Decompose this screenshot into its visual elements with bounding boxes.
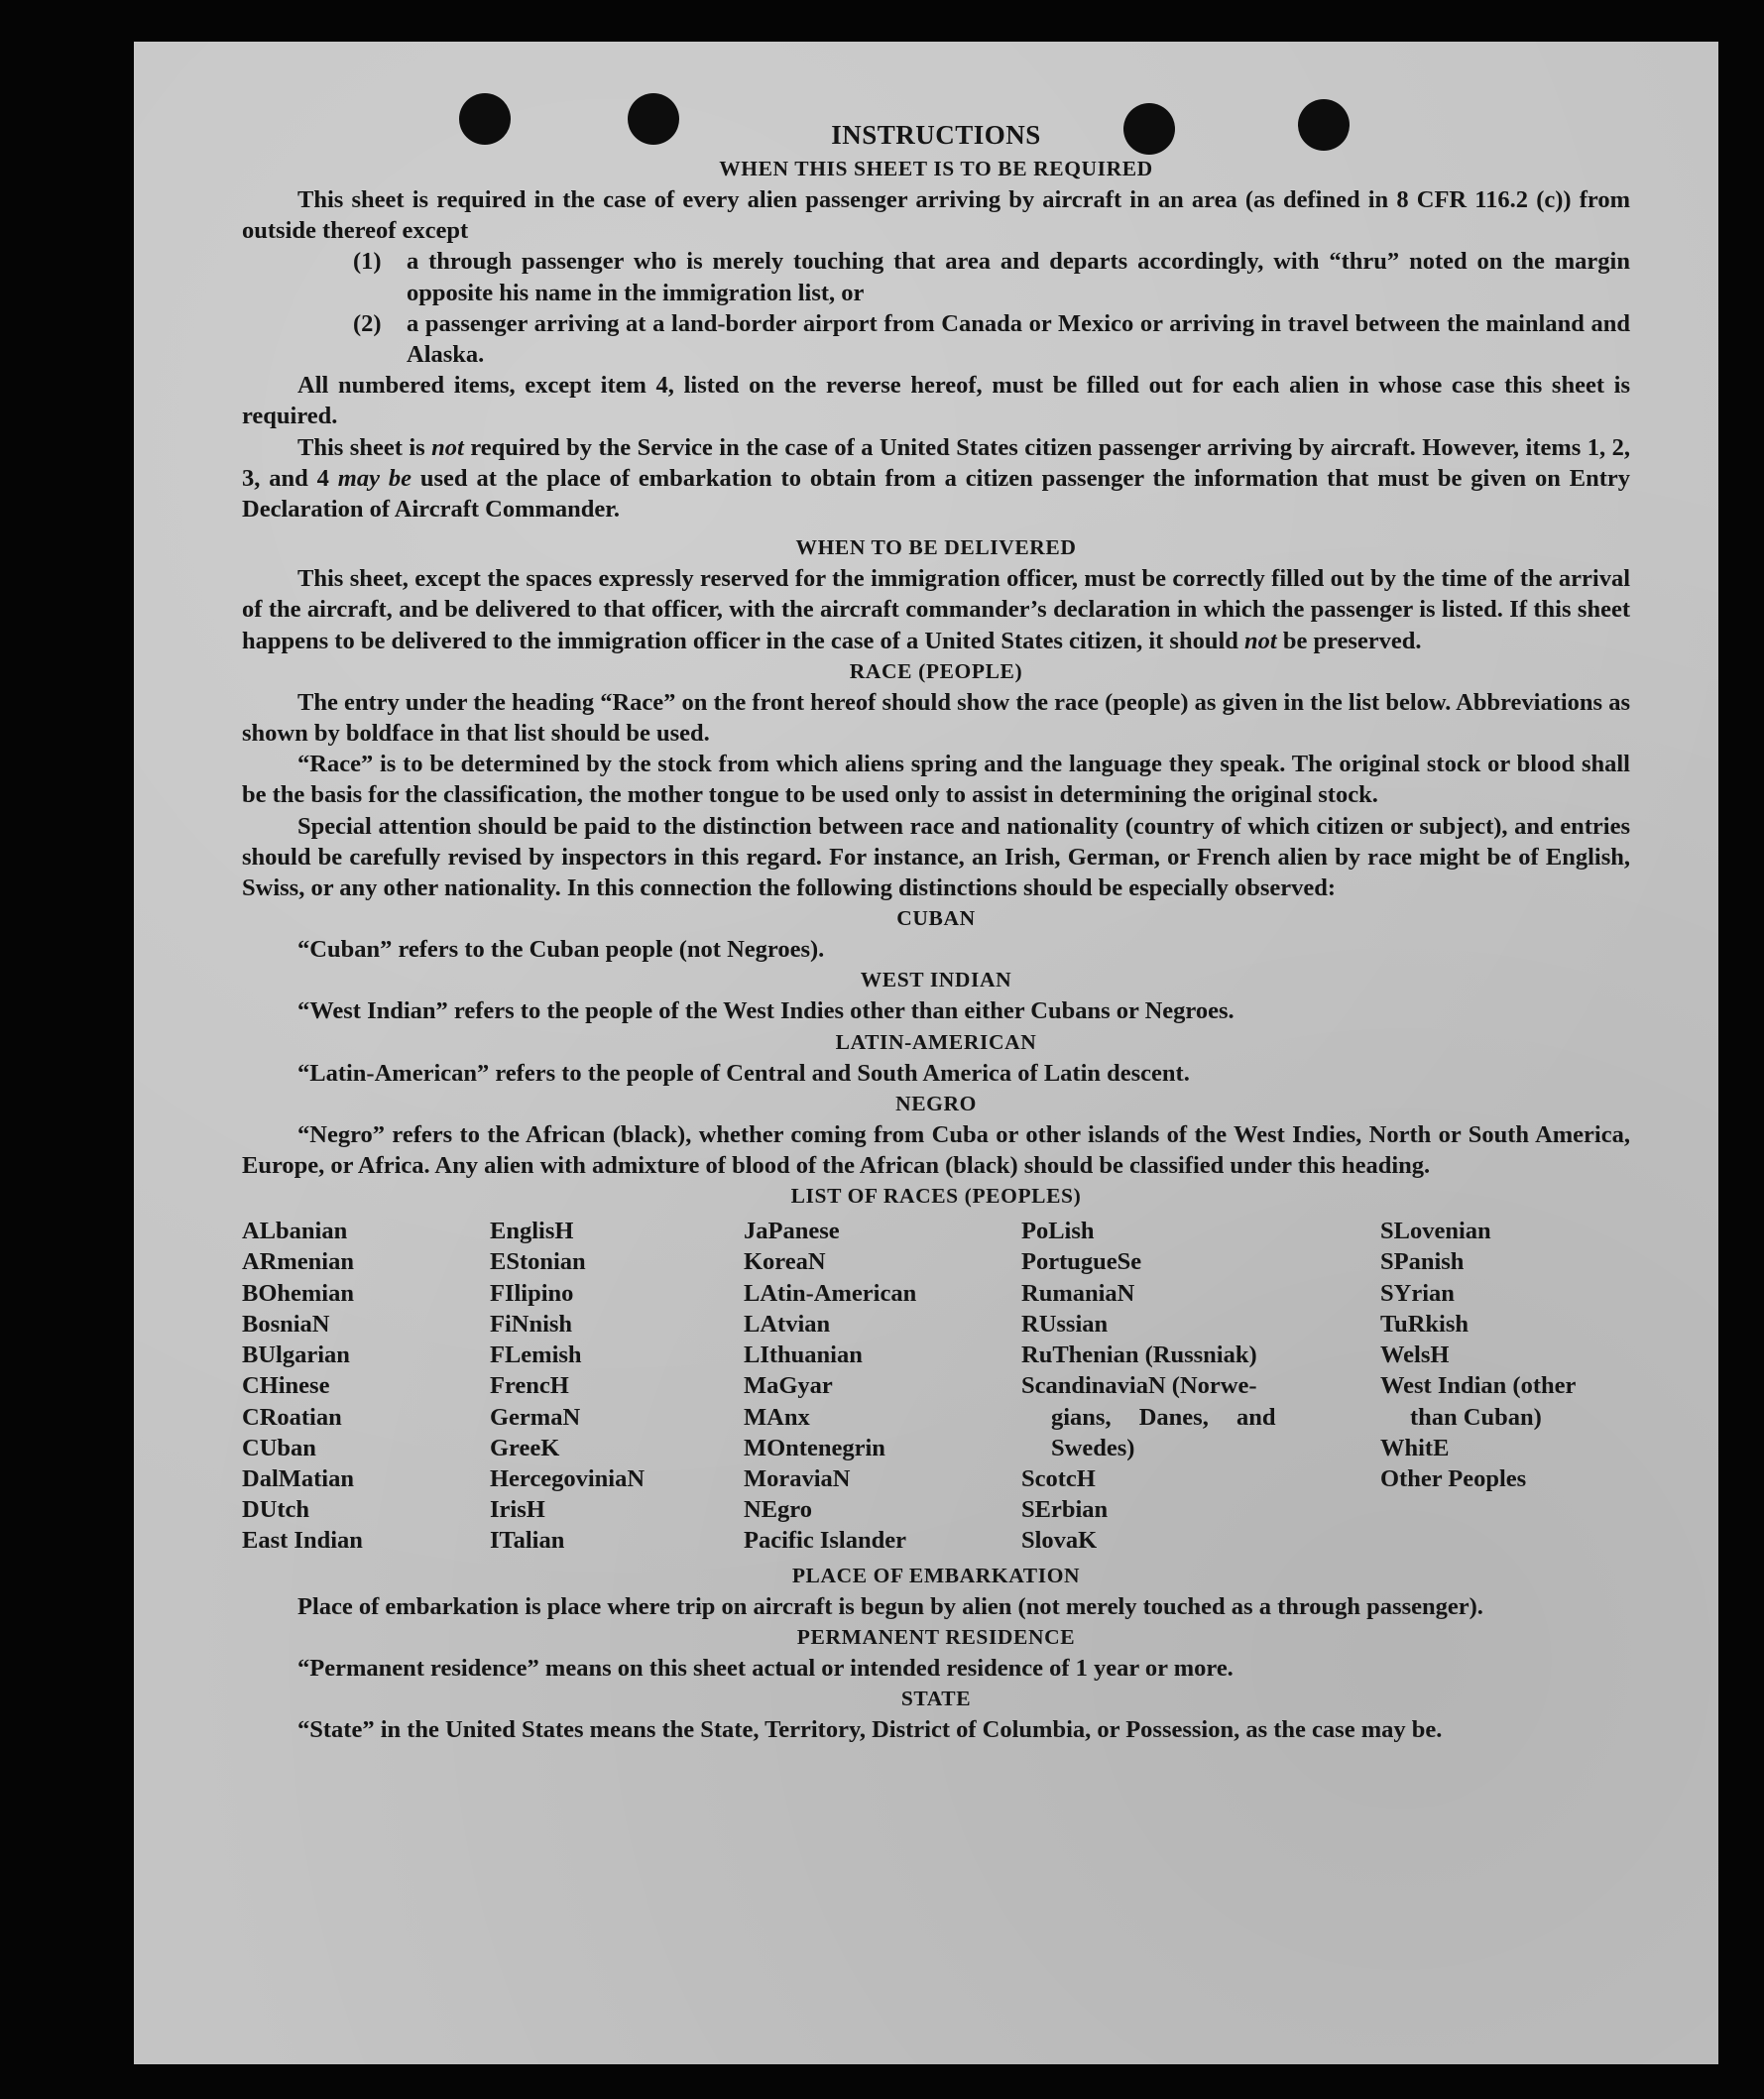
race-item: GermaN: [490, 1403, 581, 1431]
races-column: [490, 1216, 744, 1556]
list-item: [353, 308, 1630, 370]
paragraph: This sheet is not required by the Service in the case of a United States citizen passenger arriving by aircraft. However, items 1, 2, 3, and 4 may be used at the place of embarkation to obtain from a citizen passenger the information that must be given on Entry Declaration of Aircraft Commander.: [242, 433, 1631, 524]
race-item: MaGyar: [744, 1372, 833, 1400]
race-item: RuThenian (Russniak): [1021, 1341, 1257, 1369]
race-item: MAnx: [744, 1403, 810, 1431]
section-heading: NEGRO: [895, 1091, 977, 1115]
race-item: TuRkish: [1380, 1310, 1470, 1338]
race-item: BUlgarian: [242, 1341, 350, 1369]
race-item: ScandinaviaN (Norwe-: [1021, 1372, 1257, 1400]
race-item: CRoatian: [242, 1403, 342, 1431]
race-item: FiNnish: [490, 1310, 573, 1338]
races-column: [744, 1216, 1021, 1556]
paragraph: “Cuban” refers to the Cuban people (not Negroes).: [297, 936, 825, 964]
race-item: Pacific Islander: [744, 1527, 906, 1555]
race-item: GreeK: [490, 1434, 560, 1461]
section-heading: WEST INDIAN: [860, 968, 1012, 992]
paragraph: All numbered items, except item 4, listed on the reverse hereof, must be filled out for each alien in whose case this sheet is required.: [242, 372, 1630, 430]
race-item: SPanish: [1380, 1248, 1465, 1276]
race-item: WhitE: [1380, 1434, 1450, 1461]
section-heading: PLACE OF EMBARKATION: [791, 1563, 1081, 1587]
paragraph: “Negro” refers to the African (black), whether coming from Cuba or other islands of the West Indies, North or South America, Europe, or Africa. Any alien with admixture of blood of the African (black) should be classified under this heading.: [242, 1120, 1630, 1180]
race-item: EnglisH: [490, 1218, 574, 1245]
item-text: a through passenger who is merely touching that area and departs accordingly, with “thru” noted on the margin opposite his name in the immigration list, or: [407, 248, 1630, 306]
race-item-continuation: than Cuban): [1410, 1403, 1542, 1431]
paragraph: This sheet, except the spaces expressly reserved for the immigration officer, must be correctly filled out by the time of the arrival of the aircraft, and be delivered to that officer, with the aircraft commander’s declaration in which the passenger is listed. If this sheet happens to be delivered to the immigration officer in the case of a United States citizen, it should not be preserved.: [242, 565, 1630, 654]
race-item: HercegoviniaN: [490, 1464, 646, 1492]
races-column: [242, 1216, 490, 1556]
paragraph: Place of embarkation is place where trip on aircraft is begun by alien (not merely touched as a through passenger).: [297, 1592, 1483, 1620]
race-item: DUtch: [242, 1496, 310, 1524]
section-heading: RACE (PEOPLE): [849, 658, 1023, 683]
paragraph: “Permanent residence” means on this sheet actual or intended residence of 1 year or more.: [297, 1654, 1234, 1682]
races-column: [1021, 1216, 1380, 1556]
race-item: FIlipino: [490, 1279, 574, 1307]
race-item: JaPanese: [744, 1218, 840, 1245]
race-item: FrencH: [490, 1372, 569, 1400]
race-item-continuation: Swedes): [1051, 1434, 1135, 1461]
race-item: BosniaN: [242, 1310, 330, 1338]
page-title: INSTRUCTIONS: [831, 120, 1041, 150]
race-item: MoraviaN: [744, 1464, 851, 1492]
races-list: [242, 1216, 1630, 1556]
section-heading: LATIN-AMERICAN: [835, 1029, 1037, 1054]
race-item-continuation: gians, Danes, and: [1051, 1403, 1276, 1431]
paragraph: Special attention should be paid to the distinction between race and nationality (country of which citizen or subject), and entries should be carefully revised by inspectors in this regard. For instance, an Irish, German, or French alien by race might be of English, Swiss, or any other nationality. In this connection the following distinctions should be especially observed:: [242, 812, 1630, 902]
race-item: EStonian: [490, 1248, 586, 1276]
race-item: KoreaN: [744, 1248, 826, 1276]
race-item: CUban: [242, 1434, 316, 1461]
race-item: ALbanian: [242, 1218, 348, 1245]
race-item: SYrian: [1380, 1279, 1455, 1307]
instructions-content: [242, 116, 1630, 1745]
section-heading: PERMANENT RESIDENCE: [796, 1624, 1076, 1649]
race-item: MOntenegrin: [744, 1434, 885, 1461]
race-item: BOhemian: [242, 1279, 354, 1307]
race-item: LIthuanian: [744, 1341, 863, 1369]
item-number: (2): [353, 309, 382, 337]
section-heading: WHEN TO BE DELIVERED: [795, 535, 1077, 560]
race-item: SErbian: [1021, 1496, 1109, 1524]
paragraph: “Race” is to be determined by the stock from which aliens spring and the language they speak. The original stock or blood shall be the basis for the classification, the mother tongue to be used only to assist in determining the original stock.: [242, 751, 1630, 809]
paragraph: This sheet is required in the case of every alien passenger arriving by aircraft in an area (as defined in 8 CFR 116.2 (c)) from outside thereof except: [242, 186, 1630, 245]
race-item: CHinese: [242, 1372, 330, 1400]
section-heading: WHEN THIS SHEET IS TO BE REQUIRED: [719, 157, 1153, 180]
race-item: RUssian: [1021, 1310, 1109, 1338]
race-item: IrisH: [490, 1496, 545, 1524]
race-item: NEgro: [744, 1496, 812, 1524]
list-item: [353, 246, 1630, 307]
section-heading: CUBAN: [896, 906, 976, 931]
races-column: [1380, 1216, 1630, 1556]
race-item: Other Peoples: [1380, 1464, 1527, 1492]
race-item: WelsH: [1380, 1341, 1450, 1369]
race-item: ARmenian: [242, 1248, 354, 1276]
section-heading: LIST OF RACES (PEOPLES): [790, 1184, 1082, 1209]
race-item: FLemish: [490, 1341, 582, 1369]
race-item: West Indian (other: [1380, 1372, 1577, 1400]
race-item: ScotcH: [1021, 1464, 1096, 1492]
item-text: a passenger arriving at a land-border airport from Canada or Mexico or arriving in travel between the mainland and Alaska.: [407, 309, 1630, 369]
race-item: LAtvian: [744, 1310, 831, 1338]
paragraph: “State” in the United States means the State, Territory, District of Columbia, or Possession, as the case may be.: [297, 1715, 1443, 1743]
race-item: RumaniaN: [1021, 1279, 1135, 1307]
document-sheet: [134, 42, 1718, 2064]
paragraph: “Latin-American” refers to the people of Central and South America of Latin descent.: [297, 1059, 1190, 1087]
paragraph: The entry under the heading “Race” on the front hereof should show the race (people) as given in the list below. Abbreviations as shown by boldface in that list should be used.: [242, 688, 1630, 748]
race-item: PoLish: [1021, 1218, 1095, 1245]
race-item: PortugueSe: [1021, 1248, 1142, 1276]
race-item: SLovenian: [1380, 1218, 1491, 1245]
paragraph: “West Indian” refers to the people of the West Indies other than either Cubans or Negroes.: [297, 997, 1235, 1025]
race-item: LAtin-American: [744, 1279, 917, 1307]
race-item: East Indian: [242, 1527, 363, 1555]
section-heading: STATE: [900, 1686, 972, 1710]
race-item: ITalian: [490, 1527, 565, 1555]
race-item: DalMatian: [242, 1464, 354, 1492]
race-item: SlovaK: [1021, 1527, 1098, 1555]
item-number: (1): [353, 248, 382, 276]
